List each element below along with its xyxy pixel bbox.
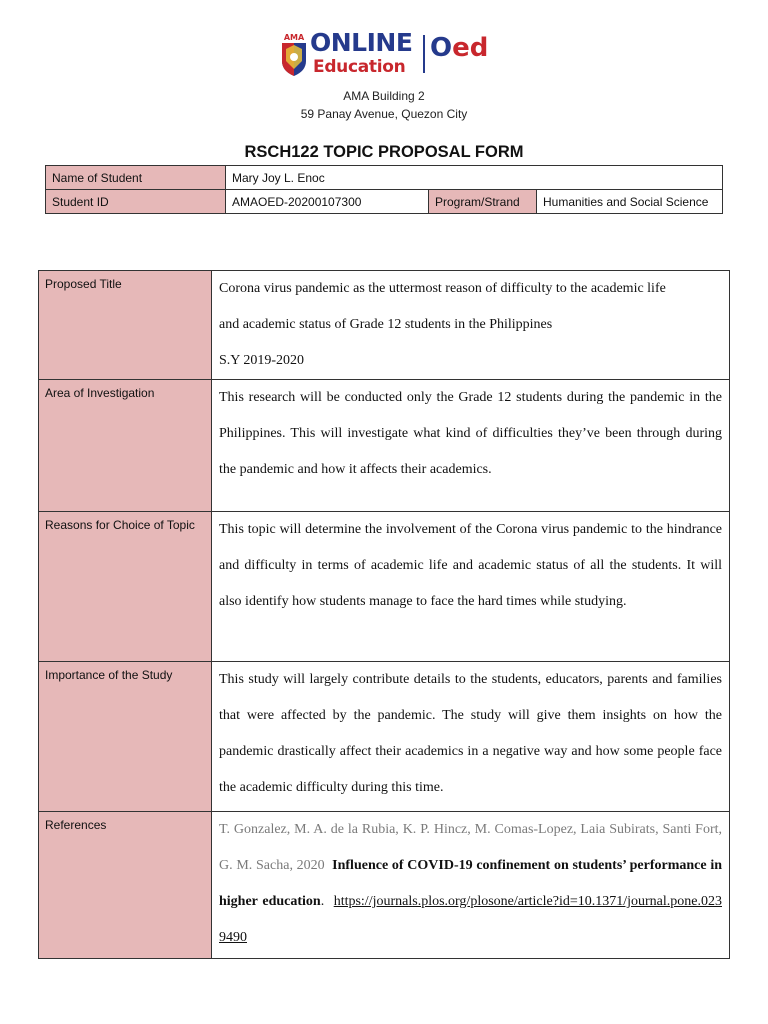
student-info-table (45, 165, 723, 214)
reference-period: . (320, 894, 325, 909)
area-value (212, 380, 730, 512)
proposed-title-row (39, 271, 730, 380)
logo-oed-ed: ed (452, 33, 489, 63)
proposed-title-line-3: S.Y 2019-2020 (219, 353, 305, 368)
importance-row (39, 662, 730, 812)
student-id-value: AMAOED-20200107300 (226, 190, 429, 214)
reasons-row (39, 512, 730, 662)
logo-online-text: ONLINE (310, 28, 413, 57)
svg-text:AMA: AMA (283, 33, 305, 42)
proposed-title-label: Proposed Title (39, 271, 212, 380)
reasons-value (212, 512, 730, 662)
logo-oed-text (430, 33, 488, 63)
references-row (39, 812, 730, 959)
references-value (212, 812, 730, 959)
program-label: Program/Strand (429, 190, 537, 214)
area-text: This research will be conducted only the Grade 12 students during the pandemic in the Philippines. This will investigate what kind of difficulties they’ve been through during the pandemic and how it affects their academics. (219, 390, 722, 477)
logo-divider (423, 35, 425, 73)
name-row (46, 166, 723, 190)
name-label: Name of Student (46, 166, 226, 190)
importance-label: Importance of the Study (39, 662, 212, 812)
reasons-text: This topic will determine the involvement of the Corona virus pandemic to the hindrance and difficulty in terms of academic life and academic status of all the students. It will also identify how students manage to face the hard times while studying. (219, 522, 722, 609)
reasons-label: Reasons for Choice of Topic (39, 512, 212, 662)
form-title: RSCH122 TOPIC PROPOSAL FORM (244, 143, 524, 161)
online-education-logo (280, 28, 492, 79)
references-label: References (39, 812, 212, 959)
logo-education-text: Education (313, 57, 406, 77)
address-line-1: AMA Building 2 (343, 89, 425, 103)
reference-authors: T. Gonzalez, M. A. de la Rubia, K. P. Hincz, M. Comas-Lopez, Laia Subirats, Santi Fort, G. M. Sacha, 2020 (219, 822, 722, 873)
proposed-title-line-2: and academic status of Grade 12 students in the Philippines (219, 317, 553, 332)
student-id-label: Student ID (46, 190, 226, 214)
proposed-title-line-1: Corona virus pandemic as the uttermost reason of difficulty to the academic life (219, 281, 666, 296)
ama-shield-icon (280, 31, 308, 77)
logo-oed-o: O (430, 33, 453, 63)
name-value: Mary Joy L. Enoc (226, 166, 723, 190)
program-value: Humanities and Social Science (537, 190, 723, 214)
importance-value (212, 662, 730, 812)
address-line-2: 59 Panay Avenue, Quezon City (300, 107, 468, 121)
importance-text: This study will largely contribute details to the students, educators, parents and families that were affected by the pandemic. The study will give them insights on how the pandemic drastically affect their academics in a negative way and how some people face the academic difficulty during this time. (219, 672, 722, 795)
reference-link[interactable]: https://journals.plos.org/plosone/article?id=10.1371/journal.pone.0239490 (219, 894, 722, 945)
proposal-table (38, 270, 730, 959)
area-row (39, 380, 730, 512)
id-row (46, 190, 723, 214)
area-label: Area of Investigation (39, 380, 212, 512)
proposed-title-value (212, 271, 730, 380)
reference-title: Influence of COVID-19 confinement on students’ performance in higher education (219, 858, 722, 909)
